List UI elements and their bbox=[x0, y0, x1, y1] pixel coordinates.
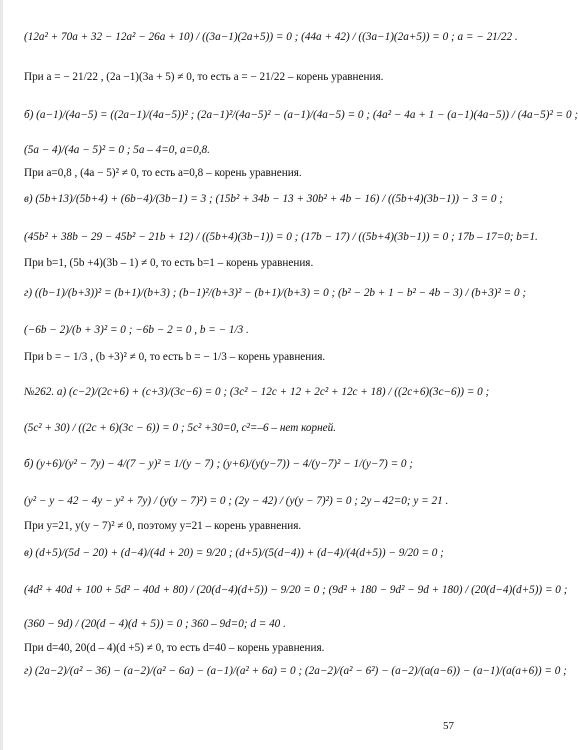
equation-line-13: (5c² + 30) / ((2c + 6)(3c − 6)) = 0 ; 5c² +30=0, c²=–6 – нет корней. bbox=[24, 422, 336, 434]
text-line-5: При a=0,8 , (4a − 5)² ≠ 0, то есть a=0,8 – корень уравнения. bbox=[24, 167, 302, 179]
equation-line-14: б) (y+6)/(y² − 7y) − 4/(7 − y)² = 1/(y − 7) ; (y+6)/(y(y−7)) − 4/(y−7)² − 1/(y−7) = 0 ; bbox=[24, 458, 414, 470]
page-number: 57 bbox=[443, 720, 454, 732]
equation-line-9: г) ((b−1)/(b+3))² = (b+1)/(b+3) ; (b−1)²/(b+3)² − (b+1)/(b+3) = 0 ; (b² − 2b + 1 − b² − 4b − 3) / (b+3)² = 0 ; bbox=[24, 287, 527, 299]
equation-line-15: (y² − y − 42 − 4y − y² + 7y) / (y(y − 7)²) = 0 ; (2y − 42) / (y(y − 7)²) = 0 ; 2y – 42=0; y = 21 . bbox=[24, 495, 449, 507]
equation-line-1: (12a² + 70a + 32 − 12a² − 26a + 10) / ((3a−1)(2a+5)) = 0 ; (44a + 42) / ((3a−1)(2a+5)) = 0 ; a = − 21/22 . bbox=[24, 31, 518, 43]
equation-line-17: в) (d+5)/(5d − 20) + (d−4)/(4d + 20) = 9/20 ; (d+5)/(5(d−4)) + (d−4)/(4(d+5)) − 9/20 = 0 ; bbox=[24, 547, 444, 559]
text-line-2: При a = − 21/22 , (2a −1)(3a + 5) ≠ 0, то есть a = − 21/22 – корень уравнения. bbox=[24, 71, 384, 83]
equation-line-18: (4d² + 40d + 100 + 5d² − 40d + 80) / (20(d−4)(d+5)) − 9/20 = 0 ; (9d² + 180 − 9d² − 9d + 180) / (20(d−4)(d+5)) = 0 ; bbox=[24, 584, 568, 596]
equation-line-6: в) (5b+13)/(5b+4) + (6b−4)/(3b−1) = 3 ; (15b² + 34b − 13 + 30b² + 4b − 16) / ((5b+4)(3b−1)) − 3 = 0 ; bbox=[24, 193, 504, 205]
text-line-11: При b = − 1/3 , (b +3)² ≠ 0, то есть b = − 1/3 – корень уравнения. bbox=[24, 351, 326, 363]
equation-line-3: б) (a−1)/(4a−5) = ((2a−1)/(4a−5))² ; (2a−1)²/(4a−5)² − (a−1)/(4a−5) = 0 ; (4a² − 4a + 1 − (a−1)(4a−5)) / (4a−5)² = 0 ; bbox=[24, 109, 578, 121]
text-line-20: При d=40, 20(d – 4)(d +5) ≠ 0, то есть d=40 – корень уравнения. bbox=[24, 642, 325, 654]
problem-262-line: №262. а) (c−2)/(2c+6) + (c+3)/(3c−6) = 0 ; (3c² − 12c + 12 + 2c² + 12c + 18) / ((2c+6)(3c−6)) = 0 ; bbox=[24, 386, 490, 398]
text-line-16: При y=21, y(y − 7)² ≠ 0, поэтому y=21 – корень уравнения. bbox=[24, 520, 302, 532]
text-line-8: При b=1, (5b +4)(3b – 1) ≠ 0, то есть b=1 – корень уравнения. bbox=[24, 257, 314, 269]
equation-line-19: (360 − 9d) / (20(d − 4)(d + 5)) = 0 ; 360 – 9d=0; d = 40 . bbox=[24, 618, 286, 630]
equation-line-10: (−6b − 2)/(b + 3)² = 0 ; −6b − 2 = 0 , b = − 1/3 . bbox=[24, 324, 249, 336]
equation-line-7: (45b² + 38b − 29 − 45b² − 21b + 12) / ((5b+4)(3b−1)) = 0 ; (17b − 17) / ((5b+4)(3b−1)) = 0 ; 17b – 17=0; b=1. bbox=[24, 231, 538, 243]
page-edge bbox=[0, 0, 3, 750]
equation-line-4: (5a − 4)/(4a − 5)² = 0 ; 5a – 4=0, a=0,8. bbox=[24, 144, 210, 156]
equation-line-21: г) (2a−2)/(a² − 36) − (a−2)/(a² − 6a) − (a−1)/(a² + 6a) = 0 ; (2a−2)/(a² − 6²) − (a−2)/(a(a−6)) − (a−1)/(a(a+6)) = 0 ; bbox=[24, 665, 567, 677]
